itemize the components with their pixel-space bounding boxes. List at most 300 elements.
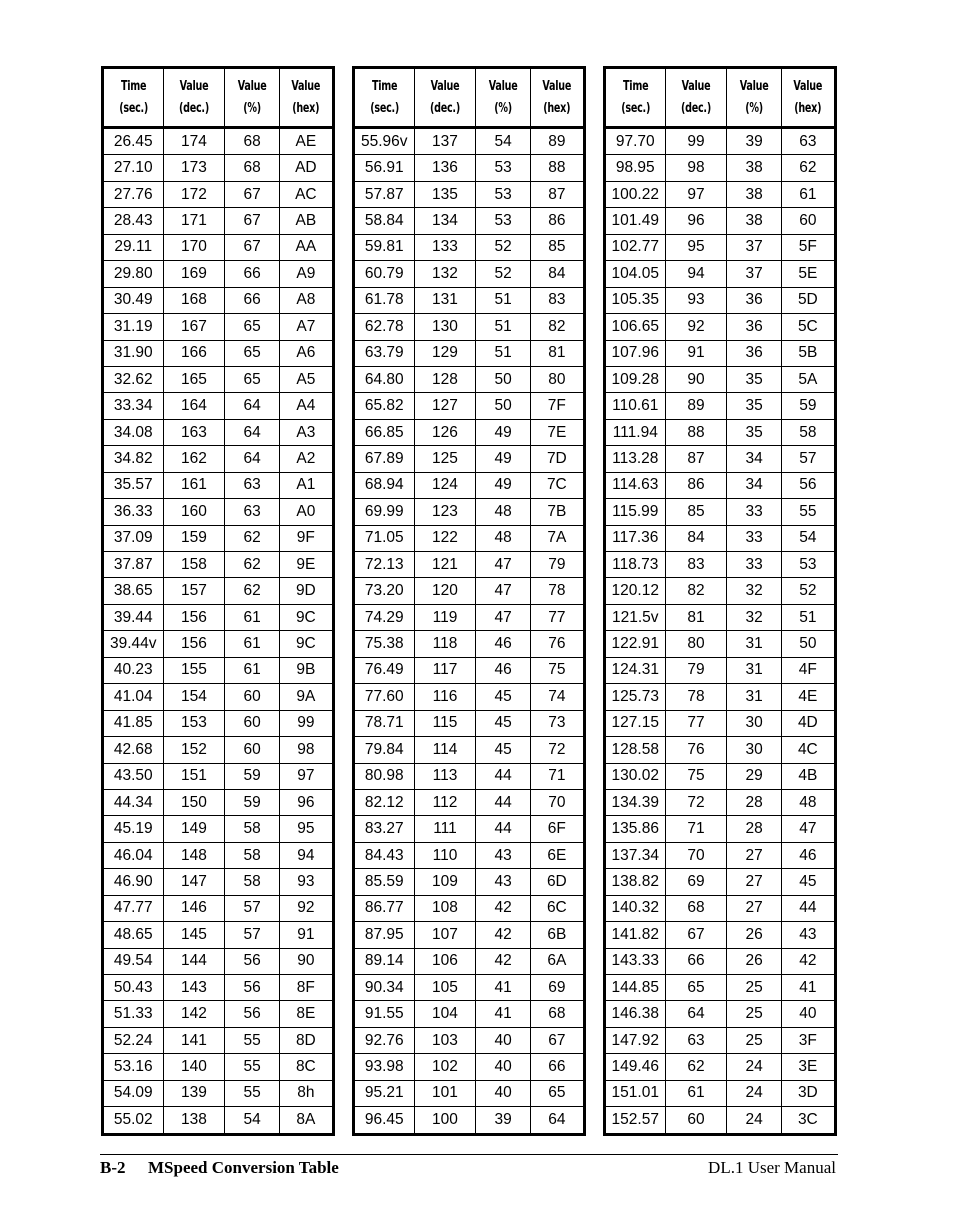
table-row — [354, 737, 585, 763]
table-cell: 118.73 — [605, 552, 666, 578]
table-row — [103, 419, 334, 445]
table-cell: 52.24 — [103, 1027, 164, 1053]
table-cell: 39.44 — [103, 604, 164, 630]
column-header-line: (sec.) — [369, 100, 399, 116]
table-row — [103, 208, 334, 234]
table-cell: 58.84 — [354, 208, 415, 234]
table-cell: 109.28 — [605, 366, 666, 392]
table-cell: 89 — [530, 128, 584, 155]
table-row — [354, 869, 585, 895]
table-cell: 164 — [163, 393, 225, 419]
table-cell: 37 — [727, 234, 781, 260]
table-row — [103, 684, 334, 710]
table-cell: AA — [279, 234, 333, 260]
table-cell: 130 — [414, 314, 476, 340]
table-row — [605, 922, 836, 948]
table-cell: 45 — [476, 710, 530, 736]
table-cell: 62 — [225, 525, 279, 551]
table-cell: 8h — [279, 1080, 333, 1106]
table-cell: 147 — [163, 869, 225, 895]
table-cell: 69 — [665, 869, 727, 895]
table-row — [103, 499, 334, 525]
table-cell: 97 — [279, 763, 333, 789]
table-cell: 104.05 — [605, 261, 666, 287]
table-row — [605, 657, 836, 683]
table-row — [605, 710, 836, 736]
table-cell: 167 — [163, 314, 225, 340]
table-cell: 42 — [781, 948, 835, 974]
table-cell: A7 — [279, 314, 333, 340]
table-cell: 6E — [530, 842, 584, 868]
table-cell: 33 — [727, 499, 781, 525]
table-cell: 49 — [476, 419, 530, 445]
table-cell: 25 — [727, 1001, 781, 1027]
table-cell: 78 — [665, 684, 727, 710]
table-cell: 112 — [414, 789, 476, 815]
table-cell: 92 — [665, 314, 727, 340]
table-cell: 8A — [279, 1107, 333, 1134]
table-cell: AD — [279, 155, 333, 181]
table-row — [354, 234, 585, 260]
table-cell: 82 — [530, 314, 584, 340]
table-cell: 57 — [225, 922, 279, 948]
table-cell: 65 — [225, 314, 279, 340]
table-row — [605, 1054, 836, 1080]
table-cell: 146 — [163, 895, 225, 921]
table-cell: 140 — [163, 1054, 225, 1080]
table-cell: 43.50 — [103, 763, 164, 789]
table-cell: 40 — [476, 1054, 530, 1080]
table-cell: 34.08 — [103, 419, 164, 445]
column-header — [284, 68, 329, 128]
table-cell: 79 — [665, 657, 727, 683]
table-cell: 41 — [476, 975, 530, 1001]
table-cell: 9C — [279, 631, 333, 657]
table-cell: 64 — [225, 393, 279, 419]
table-cell: 171 — [163, 208, 225, 234]
table-cell: 5A — [781, 366, 835, 392]
table-cell: 62 — [225, 578, 279, 604]
table-row — [103, 922, 334, 948]
table-row — [354, 895, 585, 921]
table-row — [354, 181, 585, 207]
table-cell: 63 — [665, 1027, 727, 1053]
table-cell: A0 — [279, 499, 333, 525]
table-row — [103, 1027, 334, 1053]
footer-rule — [100, 1154, 838, 1155]
table-cell: 9D — [279, 578, 333, 604]
table-cell: 43 — [476, 842, 530, 868]
table-cell: 153 — [163, 710, 225, 736]
table-row — [103, 657, 334, 683]
table-cell: 85 — [665, 499, 727, 525]
table-cell: 75 — [530, 657, 584, 683]
column-header — [359, 68, 409, 128]
column-header-line: Value — [237, 78, 267, 94]
table-row — [103, 842, 334, 868]
table-row — [605, 895, 836, 921]
table-cell: 72.13 — [354, 552, 415, 578]
table-cell: 31 — [727, 684, 781, 710]
table-cell: 56 — [781, 472, 835, 498]
table-row — [103, 710, 334, 736]
table-cell: 50 — [781, 631, 835, 657]
table-row — [103, 1107, 334, 1134]
table-row — [103, 895, 334, 921]
table-cell: 6D — [530, 869, 584, 895]
table-row — [605, 525, 836, 551]
table-row — [605, 314, 836, 340]
column-header — [671, 68, 722, 128]
table-row — [354, 287, 585, 313]
table-cell: 8F — [279, 975, 333, 1001]
table-row — [354, 816, 585, 842]
table-row — [605, 737, 836, 763]
table-cell: 9F — [279, 525, 333, 551]
table-cell: 85 — [530, 234, 584, 260]
table-cell: 31.90 — [103, 340, 164, 366]
table-row — [605, 393, 836, 419]
table-cell: 8E — [279, 1001, 333, 1027]
table-cell: 5C — [781, 314, 835, 340]
table-cell: 83 — [665, 552, 727, 578]
table-row — [605, 366, 836, 392]
table-cell: 106 — [414, 948, 476, 974]
table-cell: 32.62 — [103, 366, 164, 392]
table-cell: 52 — [476, 261, 530, 287]
table-cell: 52 — [476, 234, 530, 260]
table-cell: 156 — [163, 631, 225, 657]
table-cell: 111 — [414, 816, 476, 842]
table-row — [605, 446, 836, 472]
table-cell: 30.49 — [103, 287, 164, 313]
table-cell: 168 — [163, 287, 225, 313]
table-cell: AB — [279, 208, 333, 234]
table-cell: 32 — [727, 578, 781, 604]
table-cell: 107 — [414, 922, 476, 948]
table-cell: 158 — [163, 552, 225, 578]
table-cell: 39.44v — [103, 631, 164, 657]
table-cell: 105.35 — [605, 287, 666, 313]
table-cell: 42.68 — [103, 737, 164, 763]
table-cell: 26.45 — [103, 128, 164, 155]
table-cell: 68 — [225, 128, 279, 155]
table-cell: 128 — [414, 366, 476, 392]
table-cell: 53 — [476, 181, 530, 207]
table-row — [103, 287, 334, 313]
table-cell: 60 — [225, 737, 279, 763]
column-header-line: (sec.) — [620, 100, 650, 116]
table-cell: 5D — [781, 287, 835, 313]
table-cell: 7C — [530, 472, 584, 498]
table-row — [103, 525, 334, 551]
table-row — [103, 1080, 334, 1106]
table-row — [354, 261, 585, 287]
table-cell: 57 — [781, 446, 835, 472]
table-row — [354, 128, 585, 155]
table-cell: 44 — [476, 763, 530, 789]
column-header-line: Time — [371, 78, 397, 94]
table-cell: 43 — [476, 869, 530, 895]
table-row — [354, 1027, 585, 1053]
table-row — [354, 604, 585, 630]
table-cell: 4F — [781, 657, 835, 683]
table-cell: A4 — [279, 393, 333, 419]
table-cell: 61 — [225, 604, 279, 630]
table-cell: 35 — [727, 419, 781, 445]
table-cell: 42 — [476, 922, 530, 948]
table-row — [354, 472, 585, 498]
column-header — [108, 68, 158, 128]
table-cell: 51 — [781, 604, 835, 630]
table-cell: 123 — [414, 499, 476, 525]
column-header-line: Value — [793, 78, 823, 94]
table-cell: 54 — [476, 128, 530, 155]
table-cell: 40 — [781, 1001, 835, 1027]
table-cell: 91 — [279, 922, 333, 948]
table-row — [605, 287, 836, 313]
table-cell: 57 — [225, 895, 279, 921]
footer-left — [100, 1158, 339, 1178]
table-cell: 44 — [476, 789, 530, 815]
table-cell: 58 — [225, 816, 279, 842]
table-row — [354, 763, 585, 789]
table-cell: 8D — [279, 1027, 333, 1053]
table-cell: 86.77 — [354, 895, 415, 921]
table-cell: 60 — [225, 684, 279, 710]
table-cell: 72 — [665, 789, 727, 815]
table-cell: 56.91 — [354, 155, 415, 181]
table-cell: 60 — [665, 1107, 727, 1134]
table-cell: 154 — [163, 684, 225, 710]
table-cell: 62 — [781, 155, 835, 181]
table-cell: 107.96 — [605, 340, 666, 366]
table-cell: 75 — [665, 763, 727, 789]
table-cell: 93 — [665, 287, 727, 313]
table-row — [605, 789, 836, 815]
column-header — [481, 68, 525, 128]
table-cell: 71 — [530, 763, 584, 789]
table-cell: 3E — [781, 1054, 835, 1080]
table-cell: 90 — [665, 366, 727, 392]
column-header — [535, 68, 580, 128]
table-cell: 36.33 — [103, 499, 164, 525]
table-cell: 96 — [279, 789, 333, 815]
table-row — [103, 1054, 334, 1080]
table-cell: 173 — [163, 155, 225, 181]
table-cell: 34 — [727, 446, 781, 472]
table-cell: 7B — [530, 499, 584, 525]
table-cell: 147.92 — [605, 1027, 666, 1053]
table-cell: 42 — [476, 895, 530, 921]
table-cell: 100.22 — [605, 181, 666, 207]
table-cell: 60 — [225, 710, 279, 736]
table-cell: A6 — [279, 340, 333, 366]
table-cell: 92.76 — [354, 1027, 415, 1053]
table-cell: A9 — [279, 261, 333, 287]
table-cell: 40 — [476, 1027, 530, 1053]
table-row — [605, 261, 836, 287]
table-cell: 159 — [163, 525, 225, 551]
table-cell: 72 — [530, 737, 584, 763]
table-cell: 82 — [665, 578, 727, 604]
table-row — [605, 1027, 836, 1053]
table-row — [354, 340, 585, 366]
table-row — [354, 552, 585, 578]
table-cell: 36 — [727, 340, 781, 366]
table-cell: 127 — [414, 393, 476, 419]
table-cell: 80.98 — [354, 763, 415, 789]
table-cell: 40.23 — [103, 657, 164, 683]
table-cell: 122.91 — [605, 631, 666, 657]
table-row — [103, 128, 334, 155]
table-cell: 59 — [781, 393, 835, 419]
table-cell: 138.82 — [605, 869, 666, 895]
table-cell: 89 — [665, 393, 727, 419]
table-row — [103, 948, 334, 974]
table-row — [354, 948, 585, 974]
table-cell: 45 — [476, 737, 530, 763]
table-cell: 48 — [476, 525, 530, 551]
table-cell: AE — [279, 128, 333, 155]
table-cell: 88 — [665, 419, 727, 445]
table-row — [103, 472, 334, 498]
table-row — [103, 393, 334, 419]
table-cell: 74.29 — [354, 604, 415, 630]
column-header-line: Value — [488, 78, 518, 94]
table-cell: 124.31 — [605, 657, 666, 683]
table-row — [103, 366, 334, 392]
table-cell: 51 — [476, 287, 530, 313]
table-cell: 27.76 — [103, 181, 164, 207]
table-cell: 45 — [781, 869, 835, 895]
table-cell: 40 — [476, 1080, 530, 1106]
table-cell: 37.87 — [103, 552, 164, 578]
table-cell: 55 — [781, 499, 835, 525]
table-cell: 97.70 — [605, 128, 666, 155]
table-row — [103, 181, 334, 207]
table-cell: 86 — [665, 472, 727, 498]
table-row — [103, 816, 334, 842]
table-cell: 43 — [781, 922, 835, 948]
table-row — [354, 208, 585, 234]
table-cell: 69 — [530, 975, 584, 1001]
table-cell: 170 — [163, 234, 225, 260]
table-cell: 31 — [727, 631, 781, 657]
table-cell: 7D — [530, 446, 584, 472]
table-cell: A8 — [279, 287, 333, 313]
table-cell: 121 — [414, 552, 476, 578]
table-cell: 33 — [727, 552, 781, 578]
column-header-line: (dec.) — [178, 100, 209, 116]
table-row — [103, 763, 334, 789]
table-cell: 119 — [414, 604, 476, 630]
table-cell: 125 — [414, 446, 476, 472]
table-row — [103, 261, 334, 287]
column-header-line: Value — [542, 78, 572, 94]
column-header — [169, 68, 220, 128]
table-cell: 9A — [279, 684, 333, 710]
table-cell: 48 — [781, 789, 835, 815]
table-cell: 38.65 — [103, 578, 164, 604]
table-cell: 55.02 — [113, 1110, 153, 1128]
table-cell: 34 — [727, 472, 781, 498]
table-cell: 131 — [414, 287, 476, 313]
table-cell: 58 — [225, 869, 279, 895]
table-cell: A5 — [279, 366, 333, 392]
table-cell: 61 — [665, 1080, 727, 1106]
table-cell: AC — [279, 181, 333, 207]
table-cell: 114.63 — [605, 472, 666, 498]
table-cell: 41.04 — [103, 684, 164, 710]
table-cell: 9B — [279, 657, 333, 683]
table-cell: 6C — [530, 895, 584, 921]
table-cell: 61 — [781, 181, 835, 207]
table-cell: 4E — [781, 684, 835, 710]
table-cell: 80 — [665, 631, 727, 657]
table-cell: 94 — [279, 842, 333, 868]
table-cell: 70 — [530, 789, 584, 815]
table-cell: 6B — [530, 922, 584, 948]
table-cell: 84.43 — [354, 842, 415, 868]
table-cell: 76 — [530, 631, 584, 657]
table-cell: 53 — [476, 155, 530, 181]
table-row — [605, 1107, 836, 1134]
table-cell: 55.96v — [354, 128, 415, 155]
table-cell: 30 — [727, 737, 781, 763]
table-cell: 99 — [665, 128, 727, 155]
table-cell: 62 — [225, 552, 279, 578]
table-cell: 25 — [727, 975, 781, 1001]
table-cell: 69.99 — [354, 499, 415, 525]
table-cell: 113 — [414, 763, 476, 789]
table-row — [605, 499, 836, 525]
column-header — [420, 68, 471, 128]
table-row — [605, 604, 836, 630]
table-cell: 47.77 — [103, 895, 164, 921]
table-cell: 24 — [727, 1107, 781, 1134]
table-cell: 135.86 — [605, 816, 666, 842]
table-cell: 70 — [665, 842, 727, 868]
table-cell: 82.12 — [354, 789, 415, 815]
table-cell: 115 — [414, 710, 476, 736]
table-cell: 157 — [163, 578, 225, 604]
table-cell: 7A — [530, 525, 584, 551]
column-header-line: (hex) — [543, 100, 571, 116]
table-cell: 28.43 — [103, 208, 164, 234]
table-row — [103, 578, 334, 604]
table-cell: 7E — [530, 419, 584, 445]
table-cell: 102 — [414, 1054, 476, 1080]
table-cell: 7F — [530, 393, 584, 419]
table-cell: 111.94 — [605, 419, 666, 445]
table-cell: 44.34 — [103, 789, 164, 815]
table-cell: 137 — [414, 128, 476, 155]
table-cell: 67 — [225, 208, 279, 234]
table-cell: 60 — [781, 208, 835, 234]
table-cell: 124 — [414, 472, 476, 498]
table-cell: 110 — [414, 842, 476, 868]
table-cell: 92 — [279, 895, 333, 921]
table-cell: 163 — [163, 419, 225, 445]
column-header-line: (%) — [243, 100, 261, 116]
table-cell: 67 — [225, 181, 279, 207]
table-row — [354, 789, 585, 815]
table-cell: 95 — [279, 816, 333, 842]
table-cell: 67 — [530, 1027, 584, 1053]
table-cell: 33 — [727, 525, 781, 551]
table-cell: 47 — [781, 816, 835, 842]
